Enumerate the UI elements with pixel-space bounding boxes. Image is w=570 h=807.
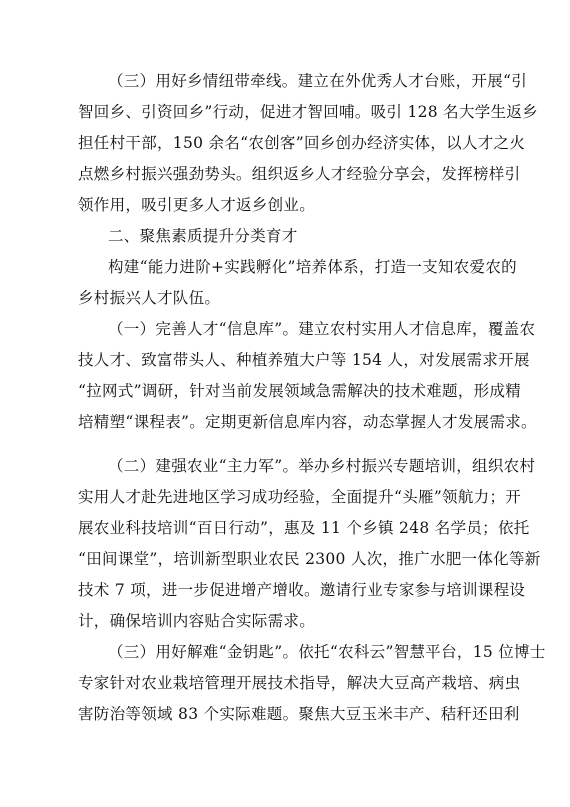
paragraph-line: “拉网式”调研，针对当前发展领域急需解决的技术难题，形成精	[78, 382, 522, 400]
paragraph-line: 计，确保培训内容贴合实际需求。	[78, 612, 316, 630]
section-heading: 二、聚焦素质提升分类育才	[108, 227, 298, 245]
paragraph-line: 技术 7 项，进一步促进增产增收。邀请行业专家参与培训课程设	[78, 581, 526, 599]
paragraph-line: 领作用，吸引更多人才返乡创业。	[78, 196, 316, 214]
paragraph-line: 构建“能力进阶+实践孵化”培养体系，打造一支知农爱农的	[108, 258, 517, 276]
paragraph-line: （二）建强农业“主力军”。举办乡村振兴专题培训，组织农村	[108, 457, 536, 475]
paragraph-line: （一）完善人才“信息库”。建立农村实用人才信息库，覆盖农	[108, 320, 536, 338]
paragraph-line: 展农业科技培训“百日行动”，惠及 11 个乡镇 248 名学员；依托	[78, 519, 530, 537]
paragraph-line: 担任村干部，150 余名“农创客”回乡创办经济实体，以人才之火	[78, 134, 526, 152]
paragraph-line: 培精塑“课程表”。定期更新信息库内容，动态掌握人才发展需求。	[78, 413, 537, 431]
paragraph-line: 专家针对农业栽培管理开展技术指导，解决大豆高产栽培、病虫	[78, 674, 521, 692]
paragraph-line: 乡村振兴人才队伍。	[78, 289, 221, 307]
paragraph-line: “田间课堂”，培训新型职业农民 2300 人次，推广水肥一体化等新	[78, 550, 541, 568]
paragraph-line: 实用人才赴先进地区学习成功经验，全面提升“头雁”领航力；开	[78, 488, 522, 506]
paragraph-line: （三）用好乡情纽带牵线。建立在外优秀人才台账，开展“引	[108, 72, 528, 90]
paragraph-line: 智回乡、引资回乡”行动，促进才智回哺。吸引 128 名大学生返乡	[78, 103, 538, 121]
paragraph-line: 技人才、致富带头人、种植养殖大户等 154 人，对发展需求开展	[78, 351, 530, 369]
paragraph-line: （三）用好解难“金钥匙”。依托“农科云”智慧平台，15 位博士	[108, 643, 546, 661]
paragraph-line: 点燃乡村振兴强劲势头。组织返乡人才经验分享会，发挥榜样引	[78, 165, 521, 183]
paragraph-line: 害防治等领域 83 个实际难题。聚焦大豆玉米丰产、秸秆还田利	[78, 705, 520, 723]
